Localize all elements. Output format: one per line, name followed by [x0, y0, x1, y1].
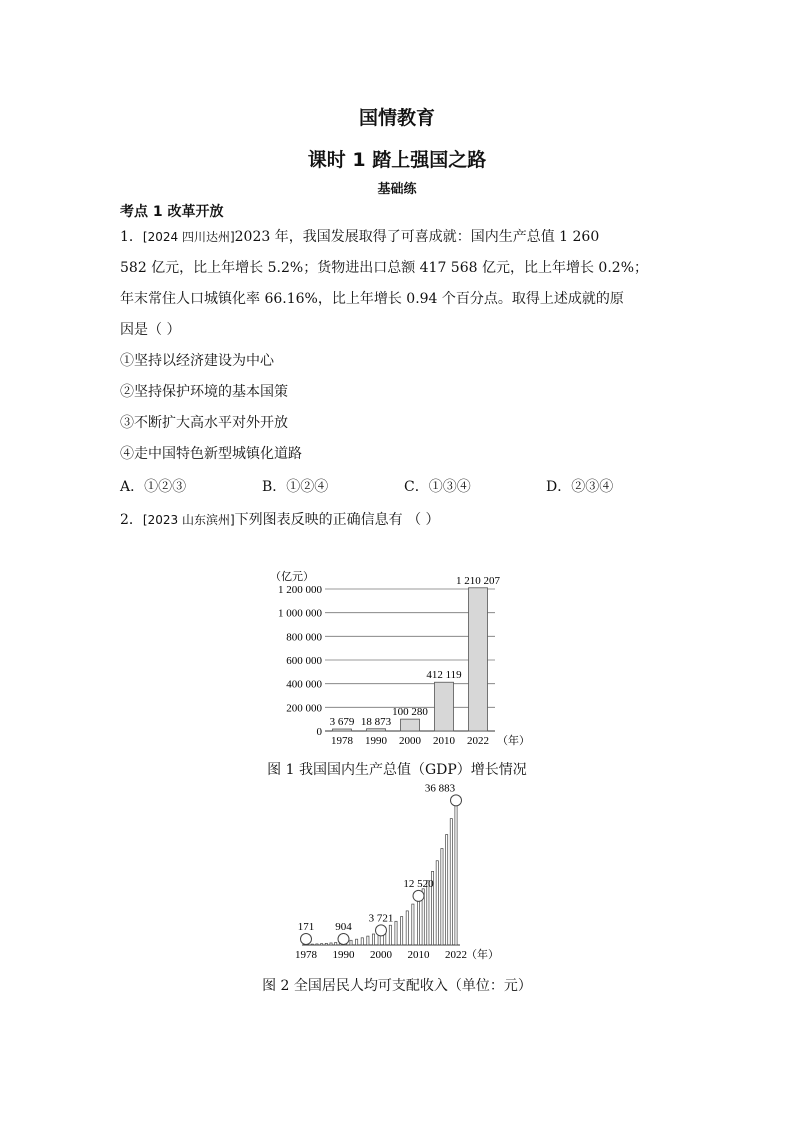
section-heading: 考点 1 改革开放 [120, 204, 224, 220]
income-stripe-bar [417, 896, 419, 945]
data-point-marker [413, 890, 424, 901]
page-title: 国情教育 [358, 107, 435, 129]
y-tick-label: 0 [316, 726, 322, 738]
data-label: 412 119 [426, 669, 462, 682]
data-label: 904 [335, 921, 352, 933]
question-text: 2023 年，我国发展取得了可喜成就：国内生产总值 1 260 [234, 229, 600, 245]
question-number: 2． [120, 512, 143, 528]
income-stripe-bar [325, 943, 327, 945]
gdp-bar-chart [240, 562, 560, 752]
income-stripe-bar [406, 911, 408, 945]
income-stripe-bar [372, 934, 374, 945]
income-stripe-bar [436, 861, 438, 945]
income-stripe-bar [316, 944, 318, 945]
data-label: 36 883 [424, 782, 456, 795]
income-stripe-bar [401, 917, 403, 945]
data-label: 3 679 [329, 716, 355, 728]
figure-1-caption: 图 1 我国国内生产总值（GDP）增长情况 [267, 762, 527, 778]
question-2-stem [120, 505, 680, 536]
income-stripe-bar [361, 938, 363, 945]
income-stripe-bar [356, 939, 358, 945]
bar [401, 719, 420, 731]
x-axis-unit: （年） [497, 735, 530, 747]
option-a[interactable]: A．①②③ [120, 479, 187, 495]
x-axis-unit: （年） [466, 949, 499, 961]
bar [435, 682, 454, 731]
y-axis-unit: （亿元） [270, 571, 314, 583]
data-point-marker [301, 934, 312, 945]
statement-item: ②坚持保护环境的基本国策 [120, 384, 288, 400]
question-text: 下列图表反映的正确信息有 （ ） [234, 512, 440, 528]
income-bar-chart [280, 780, 520, 970]
income-stripe-bar [412, 904, 414, 945]
question-1-line [120, 222, 680, 253]
x-tick-label: 2000 [370, 949, 392, 961]
question-1-line: 年末常住人口城镇化率 66.16%，比上年增长 0.94 个百分点。取得上述成就的原 [120, 291, 624, 307]
y-tick-label: 1 000 000 [278, 607, 322, 620]
income-stripe-bar [441, 849, 443, 945]
data-label: 1 210 207 [456, 574, 500, 587]
question-1-stem [120, 222, 680, 470]
y-tick-label: 1 200 000 [278, 584, 322, 596]
income-stripe-bar [367, 936, 369, 945]
x-tick-label: 2010 [407, 949, 430, 961]
x-tick-label: 2022 [467, 735, 489, 747]
data-label: 100 280 [392, 706, 428, 719]
option-b[interactable]: B．①②④ [262, 479, 329, 495]
income-stripe-bar [427, 881, 429, 945]
x-tick-label: 2000 [399, 735, 421, 747]
income-stripe-bar [395, 921, 397, 945]
data-label: 12 520 [403, 877, 434, 890]
income-stripe-bar [450, 819, 452, 945]
data-label: 171 [297, 921, 315, 933]
y-tick-label: 800 000 [286, 631, 322, 644]
question-number: 1． [120, 229, 143, 245]
x-tick-label: 2022 [445, 949, 467, 961]
option-d[interactable]: D．②③④ [546, 479, 614, 495]
x-tick-label: 1990 [365, 735, 387, 747]
x-tick-label: 1978 [295, 949, 317, 961]
income-stripe-bar [311, 944, 313, 945]
statement-item: ①坚持以经济建设为中心 [120, 353, 274, 369]
bar [367, 729, 386, 731]
level-label: 基础练 [377, 182, 417, 197]
data-label: 18 873 [360, 715, 392, 728]
data-point-marker [376, 925, 387, 936]
income-stripe-bar [335, 942, 337, 945]
income-stripe-bar [446, 835, 448, 945]
question-source-tag: [2023 山东滨州] [142, 513, 235, 527]
y-tick-label: 200 000 [286, 702, 322, 715]
lesson-title: 课时 1 踏上强国之路 [307, 149, 487, 171]
statement-item: ③不断扩大高水平对外开放 [120, 415, 288, 431]
income-stripe-bar [350, 940, 352, 945]
figure-2-caption: 图 2 全国居民人均可支配收入（单位：元） [262, 978, 532, 994]
option-c[interactable]: C．①③④ [404, 479, 471, 495]
x-tick-label: 2010 [433, 735, 455, 747]
statement-item: ④走中国特色新型城镇化道路 [120, 446, 302, 462]
income-stripe-bar [389, 925, 391, 945]
y-tick-label: 400 000 [286, 678, 322, 691]
bar [333, 729, 352, 731]
income-stripe-bar [330, 943, 332, 945]
data-point-marker [451, 795, 462, 806]
y-tick-label: 600 000 [286, 655, 322, 667]
income-stripe-bar [321, 944, 323, 945]
question-1-line: 582 亿元，比上年增长 5.2%；货物进出口总额 417 568 亿元，比上年增长 0.2%； [120, 260, 648, 276]
question-source-tag: [2024 四川达州] [142, 230, 235, 244]
data-label: 3 721 [368, 912, 394, 925]
x-tick-label: 1990 [332, 949, 355, 961]
bar [469, 588, 488, 731]
income-stripe-bar [455, 800, 457, 945]
data-point-marker [338, 934, 349, 945]
question-1-line: 因是（ ） [120, 322, 181, 338]
x-tick-label: 1978 [331, 735, 353, 747]
